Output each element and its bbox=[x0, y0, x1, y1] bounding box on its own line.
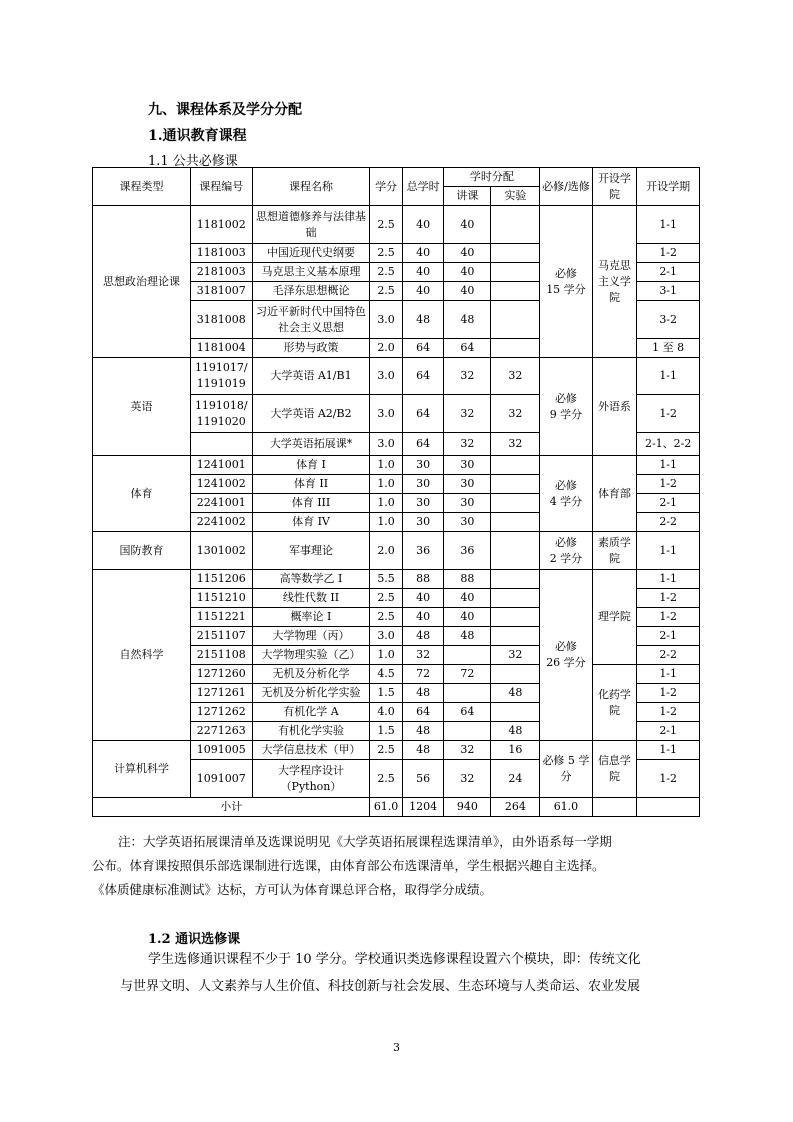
course-semester: 2-1 bbox=[637, 722, 700, 741]
course-credit: 1.5 bbox=[370, 722, 402, 741]
course-lecture: 40 bbox=[444, 589, 491, 608]
category-cell: 体育 bbox=[93, 456, 191, 532]
course-semester: 1-2 bbox=[637, 703, 700, 722]
course-hours: 48 bbox=[402, 684, 444, 703]
course-name: 大学英语 A2/B2 bbox=[252, 395, 370, 433]
course-hours: 88 bbox=[402, 570, 444, 589]
required-cell: 必修 5 学 分 bbox=[540, 741, 592, 798]
course-lecture: 32 bbox=[444, 395, 491, 433]
course-name: 大学程序设计 （Python） bbox=[252, 760, 370, 798]
course-credit: 1.0 bbox=[370, 513, 402, 532]
course-code: 2241001 bbox=[191, 494, 253, 513]
course-semester: 1-2 bbox=[637, 760, 700, 798]
header-lab: 实验 bbox=[491, 187, 540, 206]
course-lab: 32 bbox=[491, 395, 540, 433]
subsection-title: 1.通识教育课程 bbox=[148, 128, 247, 144]
course-name: 大学信息技术（甲） bbox=[252, 741, 370, 760]
header-college: 开设学院 bbox=[592, 168, 637, 206]
course-lecture: 30 bbox=[444, 475, 491, 494]
paragraph-line: 与世界文明、人文素养与人生价值、科技创新与社会发展、生态环境与人类命运、农业发展 bbox=[120, 979, 641, 994]
course-code: 1091005 bbox=[191, 741, 253, 760]
course-lecture: 48 bbox=[444, 301, 491, 339]
course-lab bbox=[491, 513, 540, 532]
college-cell: 素质学 院 bbox=[592, 532, 637, 570]
category-cell: 英语 bbox=[93, 358, 191, 456]
course-semester: 1-1 bbox=[637, 532, 700, 570]
course-hours: 36 bbox=[402, 532, 444, 570]
course-lab bbox=[491, 282, 540, 301]
course-credit: 3.0 bbox=[370, 433, 402, 456]
course-hours: 40 bbox=[402, 282, 444, 301]
course-hours: 64 bbox=[402, 433, 444, 456]
header-distribution: 学时分配 bbox=[444, 168, 540, 187]
course-hours: 64 bbox=[402, 703, 444, 722]
course-semester: 1-1 bbox=[637, 741, 700, 760]
course-credit: 2.0 bbox=[370, 532, 402, 570]
course-name: 马克思主义基本原理 bbox=[252, 263, 370, 282]
course-lecture: 48 bbox=[444, 627, 491, 646]
college-cell: 马克思 主义学 院 bbox=[592, 206, 637, 358]
course-credit: 2.5 bbox=[370, 741, 402, 760]
course-lab: 48 bbox=[491, 722, 540, 741]
course-lab: 32 bbox=[491, 646, 540, 665]
course-credit: 3.0 bbox=[370, 627, 402, 646]
course-semester: 1-1 bbox=[637, 206, 700, 244]
course-code: 1241001 bbox=[191, 456, 253, 475]
course-name: 高等数学乙 I bbox=[252, 570, 370, 589]
course-hours: 40 bbox=[402, 244, 444, 263]
header-semester: 开设学期 bbox=[637, 168, 700, 206]
course-code: 1191017/ 1191019 bbox=[191, 358, 253, 395]
course-code: 1191018/ 1191020 bbox=[191, 395, 253, 433]
course-credit: 2.5 bbox=[370, 282, 402, 301]
college-cell: 外语系 bbox=[592, 358, 637, 456]
course-name: 体育 II bbox=[252, 475, 370, 494]
college-cell: 体育部 bbox=[592, 456, 637, 532]
course-credit: 3.0 bbox=[370, 395, 402, 433]
course-lab bbox=[491, 703, 540, 722]
header-name: 课程名称 bbox=[252, 168, 370, 206]
course-name: 大学英语 A1/B1 bbox=[252, 358, 370, 395]
course-hours: 40 bbox=[402, 589, 444, 608]
category-cell: 自然科学 bbox=[93, 570, 191, 741]
table-row bbox=[93, 456, 700, 475]
course-name: 大学英语拓展课* bbox=[252, 433, 370, 456]
course-hours: 40 bbox=[402, 608, 444, 627]
course-name: 中国近现代史纲要 bbox=[252, 244, 370, 263]
course-lecture bbox=[444, 646, 491, 665]
course-lab bbox=[491, 589, 540, 608]
course-semester: 1-2 bbox=[637, 395, 700, 433]
college-cell: 信息学 院 bbox=[592, 741, 637, 798]
course-credit: 1.0 bbox=[370, 456, 402, 475]
note-line: 注：大学英语拓展课清单及选课说明见《大学英语拓展课程选课清单》，由外语系每一学期 bbox=[118, 834, 612, 849]
category-cell: 思想政治理论课 bbox=[93, 206, 191, 358]
course-lecture: 40 bbox=[444, 244, 491, 263]
subsection-title-2: 1.2 通识选修课 bbox=[148, 932, 241, 947]
required-cell: 必修 4 学分 bbox=[540, 456, 592, 532]
course-hours: 56 bbox=[402, 760, 444, 798]
course-name: 无机及分析化学 bbox=[252, 665, 370, 684]
course-name: 有机化学 A bbox=[252, 703, 370, 722]
course-table bbox=[92, 167, 700, 817]
course-credit: 1.0 bbox=[370, 494, 402, 513]
header-credit: 学分 bbox=[370, 168, 402, 206]
course-hours: 30 bbox=[402, 475, 444, 494]
course-semester: 1-2 bbox=[637, 475, 700, 494]
subtotal-label: 小计 bbox=[93, 798, 370, 817]
course-lecture: 36 bbox=[444, 532, 491, 570]
course-semester: 2-2 bbox=[637, 646, 700, 665]
course-credit: 2.5 bbox=[370, 206, 402, 244]
course-hours: 40 bbox=[402, 206, 444, 244]
course-lab bbox=[491, 608, 540, 627]
required-cell: 必修 15 学分 bbox=[540, 206, 592, 358]
course-name: 体育 III bbox=[252, 494, 370, 513]
course-name: 习近平新时代中国特色社会主义思想 bbox=[252, 301, 370, 339]
required-cell: 必修 26 学分 bbox=[540, 570, 592, 741]
course-hours: 48 bbox=[402, 722, 444, 741]
course-lecture: 64 bbox=[444, 703, 491, 722]
header-row bbox=[93, 168, 700, 187]
course-lecture: 72 bbox=[444, 665, 491, 684]
course-lab bbox=[491, 339, 540, 358]
note-line: 《体质健康标准测试》达标，方可认为体育课总评合格，取得学分成绩。 bbox=[92, 882, 493, 897]
course-semester: 1-2 bbox=[637, 244, 700, 263]
course-name: 大学物理（丙） bbox=[252, 627, 370, 646]
course-lab bbox=[491, 570, 540, 589]
course-lecture: 32 bbox=[444, 433, 491, 456]
course-lab bbox=[491, 456, 540, 475]
course-semester: 1-1 bbox=[637, 570, 700, 589]
table-row bbox=[93, 570, 700, 589]
header-hours: 总学时 bbox=[402, 168, 444, 206]
course-semester: 1-1 bbox=[637, 665, 700, 684]
category-cell: 计算机科学 bbox=[93, 741, 191, 798]
course-semester: 2-1、2-2 bbox=[637, 433, 700, 456]
course-code: 2241002 bbox=[191, 513, 253, 532]
course-semester: 2-1 bbox=[637, 494, 700, 513]
course-name: 大学物理实验（乙） bbox=[252, 646, 370, 665]
course-lecture: 64 bbox=[444, 339, 491, 358]
course-name: 毛泽东思想概论 bbox=[252, 282, 370, 301]
course-lecture: 40 bbox=[444, 608, 491, 627]
section-heading: 九、课程体系及学分分配 bbox=[148, 102, 302, 118]
course-hours: 64 bbox=[402, 395, 444, 433]
table-row bbox=[93, 358, 700, 395]
course-lecture: 30 bbox=[444, 456, 491, 475]
course-hours: 48 bbox=[402, 627, 444, 646]
course-lecture: 32 bbox=[444, 760, 491, 798]
table-row bbox=[93, 741, 700, 760]
course-lecture: 40 bbox=[444, 206, 491, 244]
course-code: 1091007 bbox=[191, 760, 253, 798]
course-semester: 1-1 bbox=[637, 456, 700, 475]
course-hours: 64 bbox=[402, 358, 444, 395]
course-semester: 2-1 bbox=[637, 627, 700, 646]
course-credit: 1.0 bbox=[370, 475, 402, 494]
course-credit: 2.5 bbox=[370, 589, 402, 608]
course-code: 3181007 bbox=[191, 282, 253, 301]
college-cell: 化药学 院 bbox=[592, 665, 637, 741]
course-semester: 1-2 bbox=[637, 684, 700, 703]
course-hours: 48 bbox=[402, 741, 444, 760]
course-lab bbox=[491, 475, 540, 494]
course-lecture: 30 bbox=[444, 513, 491, 532]
course-code: 2151107 bbox=[191, 627, 253, 646]
course-lab bbox=[491, 627, 540, 646]
note-line: 公布。体育课按照俱乐部选课制进行选课，由体育部公布选课清单，学生根据兴趣自主选择。 bbox=[92, 858, 605, 873]
header-code: 课程编号 bbox=[191, 168, 253, 206]
course-credit: 2.5 bbox=[370, 244, 402, 263]
course-name: 思想道德修养与法律基础 bbox=[252, 206, 370, 244]
header-category: 课程类型 bbox=[93, 168, 191, 206]
course-hours: 30 bbox=[402, 494, 444, 513]
subtotal-hours: 1204 bbox=[402, 798, 444, 817]
course-lecture: 32 bbox=[444, 741, 491, 760]
course-code: 1271261 bbox=[191, 684, 253, 703]
course-name: 无机及分析化学实验 bbox=[252, 684, 370, 703]
course-lecture: 40 bbox=[444, 263, 491, 282]
course-credit: 1.5 bbox=[370, 684, 402, 703]
course-name: 有机化学实验 bbox=[252, 722, 370, 741]
subtotal-credit: 61.0 bbox=[370, 798, 402, 817]
course-code: 2151108 bbox=[191, 646, 253, 665]
required-cell: 必修 2 学分 bbox=[540, 532, 592, 570]
course-lab bbox=[491, 532, 540, 570]
course-credit: 4.0 bbox=[370, 703, 402, 722]
subtotal-required: 61.0 bbox=[540, 798, 592, 817]
course-name: 线性代数 II bbox=[252, 589, 370, 608]
course-lecture: 30 bbox=[444, 494, 491, 513]
subtotal-college bbox=[592, 798, 637, 817]
course-code: 1181003 bbox=[191, 244, 253, 263]
course-code: 3181008 bbox=[191, 301, 253, 339]
course-credit: 3.0 bbox=[370, 301, 402, 339]
course-code: 1181004 bbox=[191, 339, 253, 358]
subtotal-lab: 264 bbox=[491, 798, 540, 817]
course-semester: 3-1 bbox=[637, 282, 700, 301]
course-table-body bbox=[93, 168, 700, 817]
course-name: 概率论 I bbox=[252, 608, 370, 627]
course-lab bbox=[491, 665, 540, 684]
course-credit: 1.0 bbox=[370, 646, 402, 665]
subtotal-lecture: 940 bbox=[444, 798, 491, 817]
table-caption: 1.1 公共必修课 bbox=[148, 154, 238, 169]
course-semester: 3-2 bbox=[637, 301, 700, 339]
course-lab bbox=[491, 263, 540, 282]
course-lab: 24 bbox=[491, 760, 540, 798]
subtotal-row bbox=[93, 798, 700, 817]
course-code: 2181003 bbox=[191, 263, 253, 282]
course-hours: 32 bbox=[402, 646, 444, 665]
course-name: 体育 IV bbox=[252, 513, 370, 532]
course-code: 1301002 bbox=[191, 532, 253, 570]
course-lecture bbox=[444, 684, 491, 703]
course-semester: 1-1 bbox=[637, 358, 700, 395]
course-hours: 30 bbox=[402, 456, 444, 475]
course-hours: 40 bbox=[402, 263, 444, 282]
course-credit: 2.5 bbox=[370, 760, 402, 798]
course-credit: 2.5 bbox=[370, 263, 402, 282]
course-semester: 1 至 8 bbox=[637, 339, 700, 358]
course-name: 形势与政策 bbox=[252, 339, 370, 358]
header-lecture: 讲课 bbox=[444, 187, 491, 206]
table-row bbox=[93, 532, 700, 570]
course-hours: 48 bbox=[402, 301, 444, 339]
course-code: 1151210 bbox=[191, 589, 253, 608]
course-hours: 64 bbox=[402, 339, 444, 358]
required-cell: 必修 9 学分 bbox=[540, 358, 592, 456]
course-credit: 2.0 bbox=[370, 339, 402, 358]
course-code bbox=[191, 433, 253, 456]
header-required: 必修/选修 bbox=[540, 168, 592, 206]
course-code: 1271260 bbox=[191, 665, 253, 684]
course-lecture: 32 bbox=[444, 358, 491, 395]
course-hours: 72 bbox=[402, 665, 444, 684]
course-credit: 3.0 bbox=[370, 358, 402, 395]
college-cell: 理学院 bbox=[592, 570, 637, 665]
course-code: 1151206 bbox=[191, 570, 253, 589]
course-code: 2271263 bbox=[191, 722, 253, 741]
course-hours: 30 bbox=[402, 513, 444, 532]
course-lecture: 40 bbox=[444, 282, 491, 301]
course-name: 军事理论 bbox=[252, 532, 370, 570]
course-credit: 2.5 bbox=[370, 608, 402, 627]
course-lab: 32 bbox=[491, 433, 540, 456]
course-lab bbox=[491, 206, 540, 244]
course-credit: 4.5 bbox=[370, 665, 402, 684]
course-lecture: 88 bbox=[444, 570, 491, 589]
course-code: 1241002 bbox=[191, 475, 253, 494]
course-lab: 16 bbox=[491, 741, 540, 760]
course-credit: 5.5 bbox=[370, 570, 402, 589]
course-lab bbox=[491, 301, 540, 339]
paragraph-line: 学生选修通识课程不少于 10 学分。学校通识类选修课程设置六个模块，即：传统文化 bbox=[148, 952, 641, 967]
course-lab bbox=[491, 244, 540, 263]
course-lab: 48 bbox=[491, 684, 540, 703]
course-semester: 1-2 bbox=[637, 608, 700, 627]
course-semester: 2-1 bbox=[637, 263, 700, 282]
subtotal-semester bbox=[637, 798, 700, 817]
course-semester: 2-2 bbox=[637, 513, 700, 532]
course-code: 1181002 bbox=[191, 206, 253, 244]
course-code: 1151221 bbox=[191, 608, 253, 627]
course-lab: 32 bbox=[491, 358, 540, 395]
course-lecture bbox=[444, 722, 491, 741]
page-number: 3 bbox=[393, 1041, 400, 1054]
course-lab bbox=[491, 494, 540, 513]
course-code: 1271262 bbox=[191, 703, 253, 722]
category-cell: 国防教育 bbox=[93, 532, 191, 570]
table-row bbox=[93, 206, 700, 244]
course-name: 体育 I bbox=[252, 456, 370, 475]
course-semester: 1-2 bbox=[637, 589, 700, 608]
